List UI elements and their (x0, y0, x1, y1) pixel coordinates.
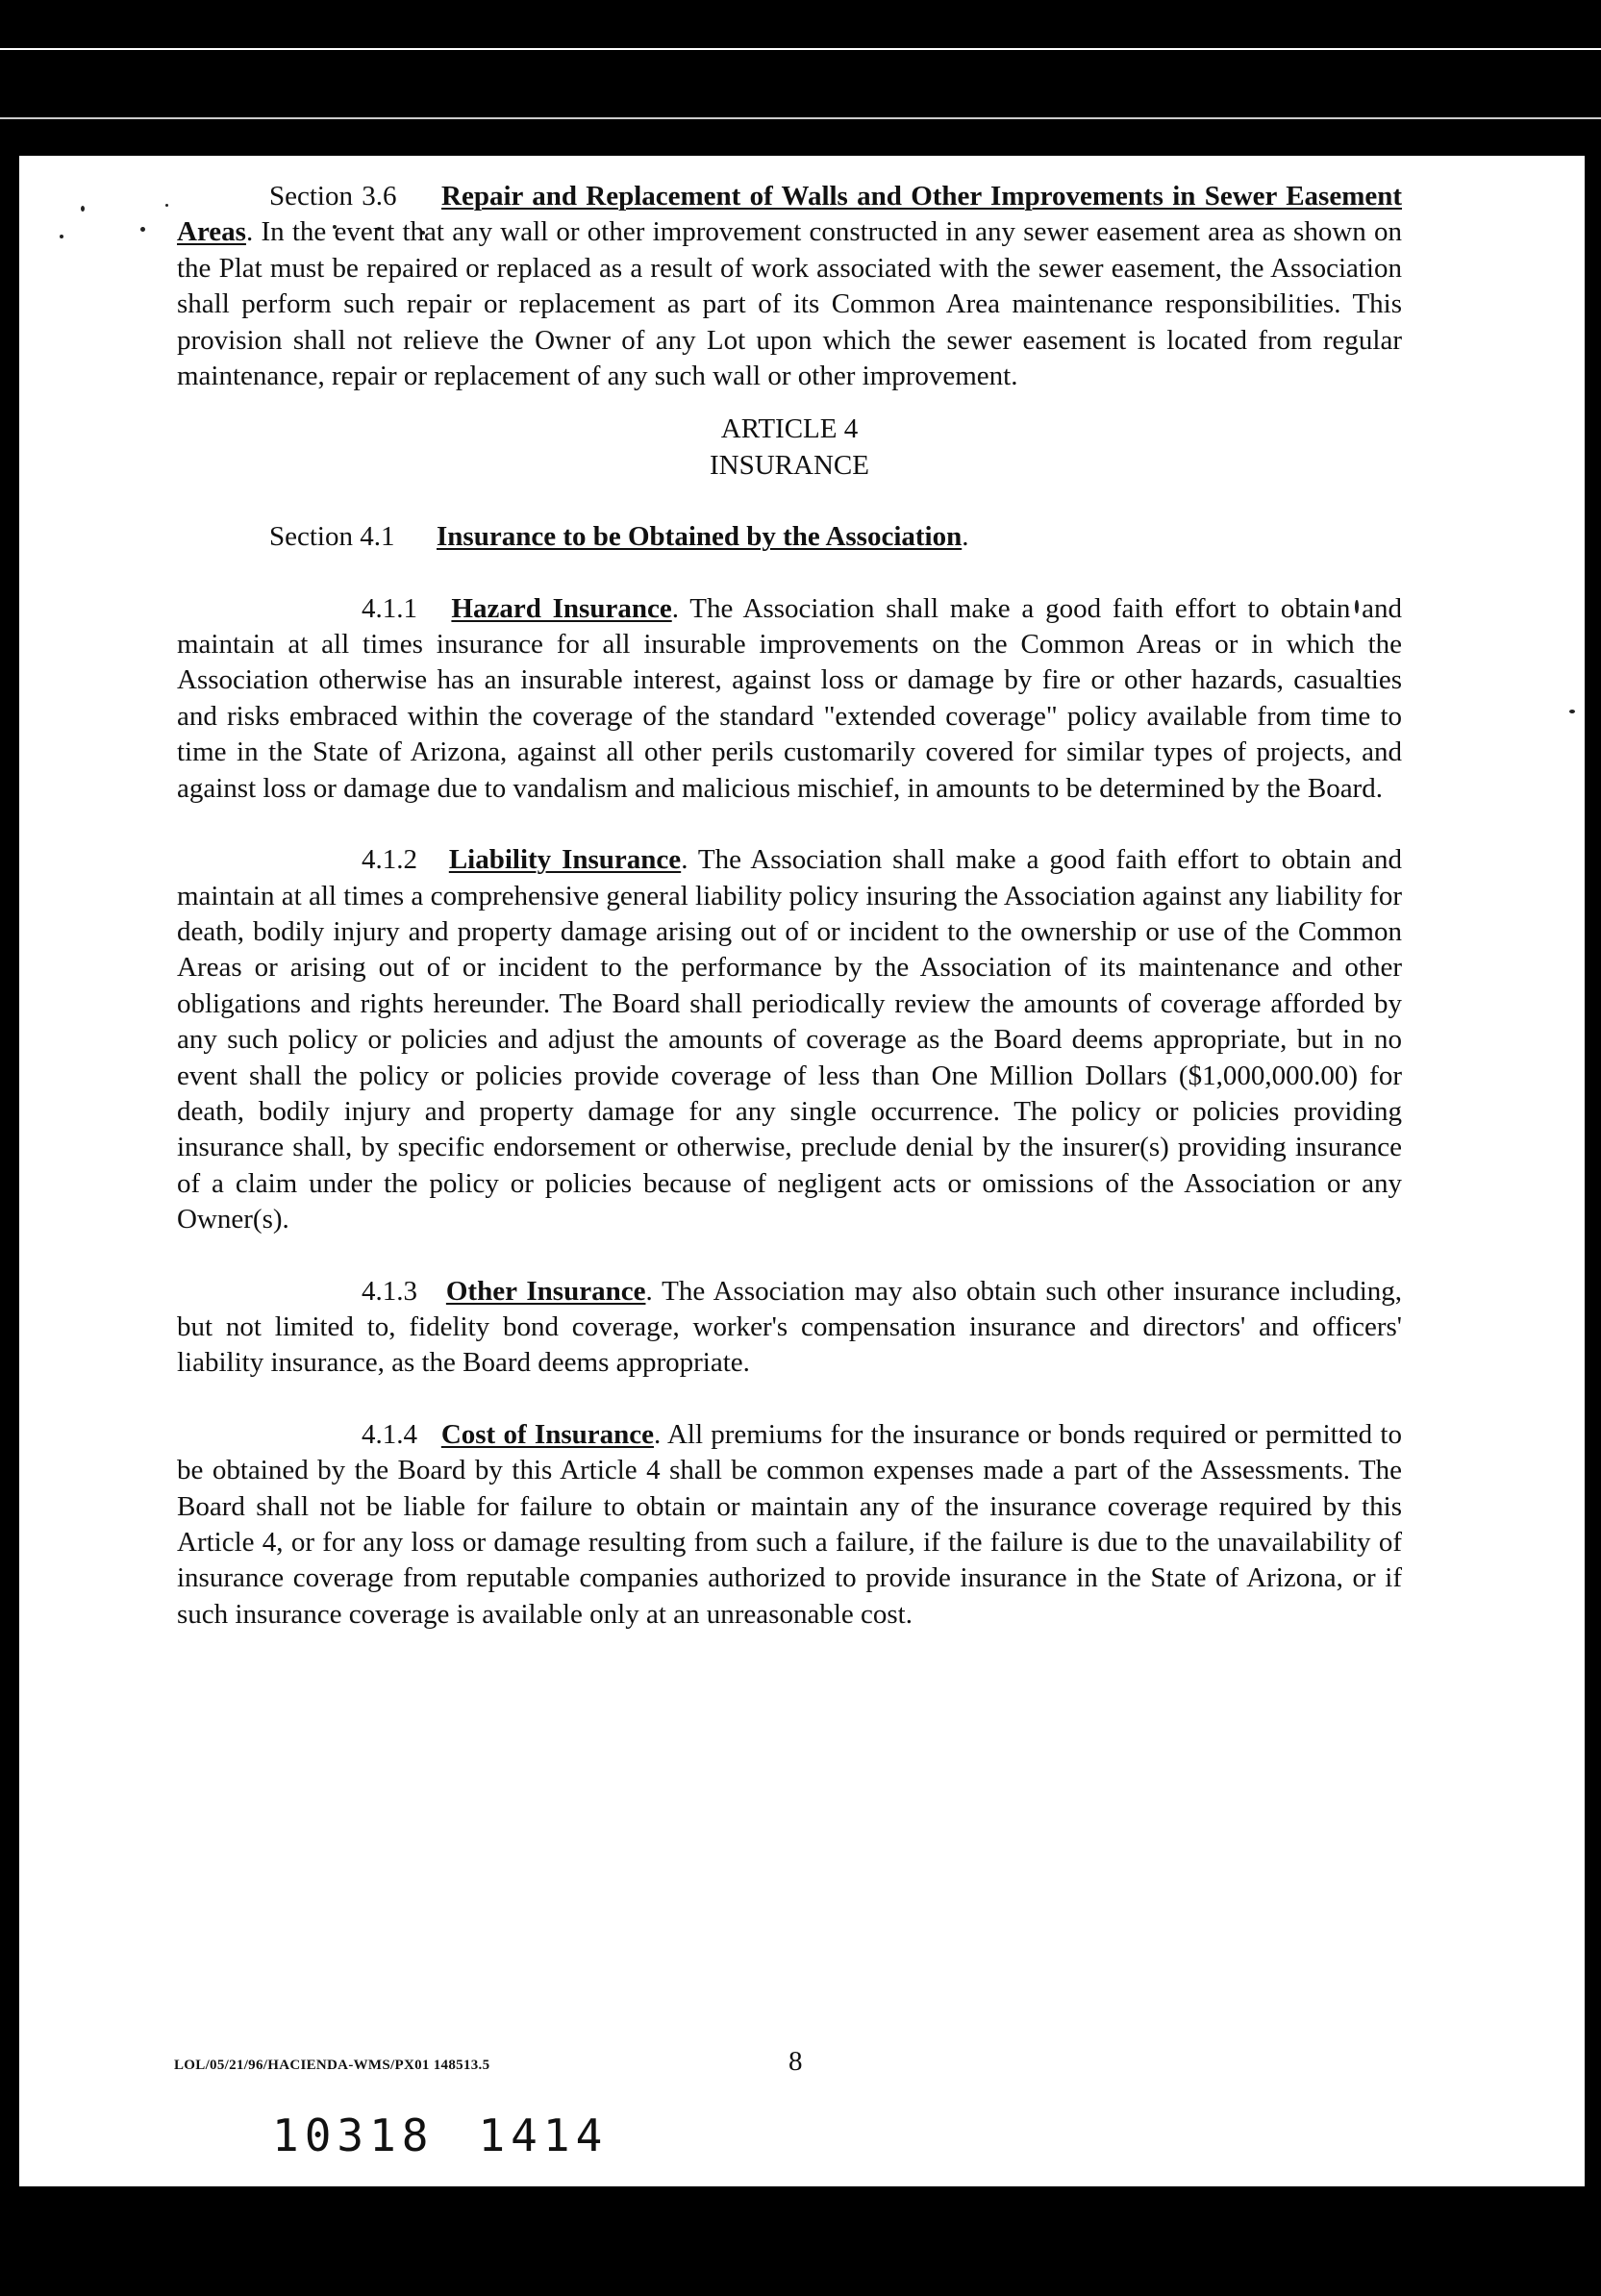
article-number: ARTICLE 4 (720, 413, 859, 445)
scan-speck (60, 235, 63, 238)
section-number: Section 3.6 (269, 181, 397, 212)
subsection-number: 4.1.1 (362, 592, 417, 624)
subsection-body: The Association shall make a good faith effort to obtain and maintain at all times insurance for all insurable improvements on the Common Areas or in which the Association otherwise has an insurable interest, against loss or damage by fire or other hazards, casualties and risks embraced within the coverage of the standard "extended coverage" policy available from time to time in the State of Arizona, against all other perils customarily covered for similar types of projects, and against loss or damage due to vandalism and malicious mischief, in amounts to be determined by the Board. (177, 592, 1403, 804)
section-heading: Insurance to be Obtained by the Association (437, 521, 963, 553)
scan-speck (1569, 710, 1575, 713)
scan-line (0, 117, 1601, 119)
document-reference: LOL/05/21/96/HACIENDA-WMS/PX01 148513.5 (174, 2058, 490, 2073)
scan-line (0, 48, 1601, 50)
subsection-heading: Cost of Insurance (440, 1418, 654, 1450)
section-4-1-heading-line: Section 4.1 Insurance to be Obtained by the Association. (269, 521, 969, 553)
subsection-body: All premiums for the insurance or bonds required or permitted to be obtained by the Board by this Article 4 shall be common expenses made a part of the Assessments. The Board shall not be liable for failure to obtain or maintain any of the insurance coverage required by this Article 4, or for any loss or damage resulting from such a failure, if the failure is due to the unavailability of insurance coverage from reputable companies authorized to provide insurance in the State of Arizona, or if such insurance coverage is available only at an unreasonable cost. (177, 1418, 1402, 1630)
subsection-4-1-1: 4.1.1 Hazard Insurance. The Association shall make a good faith effort to obtain and maintain at all times insurance for all insurable improvements on the Common Areas or in which the Association otherwise has an insurable interest, against loss or damage by fire or other hazards, casualties and risks embraced within the coverage of the standard "extended coverage" policy available from time to time in the State of Arizona, against all other perils customarily covered for similar types of projects, and against loss or damage due to vandalism and malicious mischief, in amounts to be determined by the Board. (177, 592, 1403, 804)
subsection-heading: Liability Insurance (448, 844, 682, 876)
subsection-heading: Hazard Insurance (451, 592, 672, 624)
section-body: In the event that any wall or other improvement constructed in any sewer easement area as shown on the Plat must be repaired or replaced as a result of work associated with the sewer easement, the Association shall perform such repair or replacement as part of its Common Area maintenance responsibilities. This provision shall not relieve the Owner of any Lot upon which the sewer easement is located from regular maintenance, repair or replacement of any such wall or other improvement. (177, 216, 1403, 392)
recording-stamp (272, 2109, 652, 2161)
stamp-page: 1414 (478, 2109, 609, 2161)
document-body (177, 179, 1402, 1633)
subsection-number: 4.1.2 (362, 844, 417, 876)
subsection-body: The Association shall make a good faith effort to obtain and maintain at all times a comprehensive general liability policy insuring the Association against any liability for death, bodily injury and property damage arising out of or incident to the ownership or use of the Common Areas or arising out of or incident to the performance by the Association of its maintenance and other obligations and rights hereunder. The Board shall periodically review the amounts of coverage afforded by any such policy or policies and adjust the amounts of coverage as the Board deems appropriate, but in no event shall the policy or policies provide coverage of less than One Million Dollars ($1,000,000.00) for death, bodily injury and property damage for any single occurrence. The policy or policies providing insurance shall, by specific endorsement or otherwise, preclude denial by the insurer(s) providing insurance of a claim under the policy or policies because of negligent acts or omissions of the Association or any Owner(s). (177, 844, 1403, 1235)
subsection-heading: Other Insurance (445, 1275, 646, 1307)
section-3-6-paragraph: Section 3.6 Repair and Replacement of Walls and Other Improvements in Sewer Easement Areas. In the event that any wall or other improvement constructed in any sewer easement area as shown on the Plat must be repaired or replaced as a result of work associated with the sewer easement, the Association shall perform such repair or replacement as part of its Common Area maintenance responsibilities. This provision shall not relieve the Owner of any Lot upon which the sewer easement is located from regular maintenance, repair or replacement of any such wall or other improvement. (177, 181, 1403, 392)
subsection-body: The Association may also obtain such other insurance including, but not limited to, fidelity bond coverage, worker's compensation insurance and directors' and officers' liability insurance, as the Board deems appropriate. (177, 1275, 1402, 1379)
subsection-4-1-2: 4.1.2 Liability Insurance. The Association shall make a good faith effort to obtain and maintain at all times a comprehensive general liability policy insuring the Association against any liability for death, bodily injury and property damage arising out of or incident to the ownership or use of the Common Areas or arising out of or incident to the performance by the Association of its maintenance and other obligations and rights hereunder. The Board shall periodically review the amounts of coverage afforded by any such policy or policies and adjust the amounts of coverage as the Board deems appropriate, but in no event shall the policy or policies provide coverage of less than One Million Dollars ($1,000,000.00) for death, bodily injury and property damage for any single occurrence. The policy or policies providing insurance shall, by specific endorsement or otherwise, preclude denial by the insurer(s) providing insurance of a claim under the policy or policies because of negligent acts or omissions of the Association or any Owner(s). (177, 844, 1403, 1235)
page-number: 8 (788, 2046, 803, 2077)
subsection-number: 4.1.3 (362, 1275, 417, 1307)
scan-speck (165, 204, 168, 207)
subsection-number: 4.1.4 (362, 1418, 417, 1450)
subsection-4-1-4: 4.1.4 Cost of Insurance. All premiums for the insurance or bonds required or permitted to be obtained by the Board by this Article 4 shall be common expenses made a part of the Assessments. The Board shall not be liable for failure to obtain or maintain any of the insurance coverage required by this Article 4, or for any loss or damage resulting from such a failure, if the failure is due to the unavailability of insurance coverage from reputable companies authorized to provide insurance in the State of Arizona, or if such insurance coverage is available only at an unreasonable cost. (177, 1418, 1402, 1630)
scan-speck (140, 227, 145, 232)
subsection-4-1-3: 4.1.3 Other Insurance. The Association may also obtain such other insurance including, but not limited to, fidelity bond coverage, worker's compensation insurance and directors' and officers' liability insurance, as the Board deems appropriate. (177, 1275, 1402, 1379)
stamp-book: 10318 (272, 2109, 435, 2161)
scan-speck (81, 206, 85, 212)
section-number: Section 4.1 (269, 521, 395, 553)
section-heading: Repair and Replacement of Walls and Other Improvements in Sewer Easement Areas (177, 181, 1403, 248)
article-title: INSURANCE (710, 449, 869, 481)
